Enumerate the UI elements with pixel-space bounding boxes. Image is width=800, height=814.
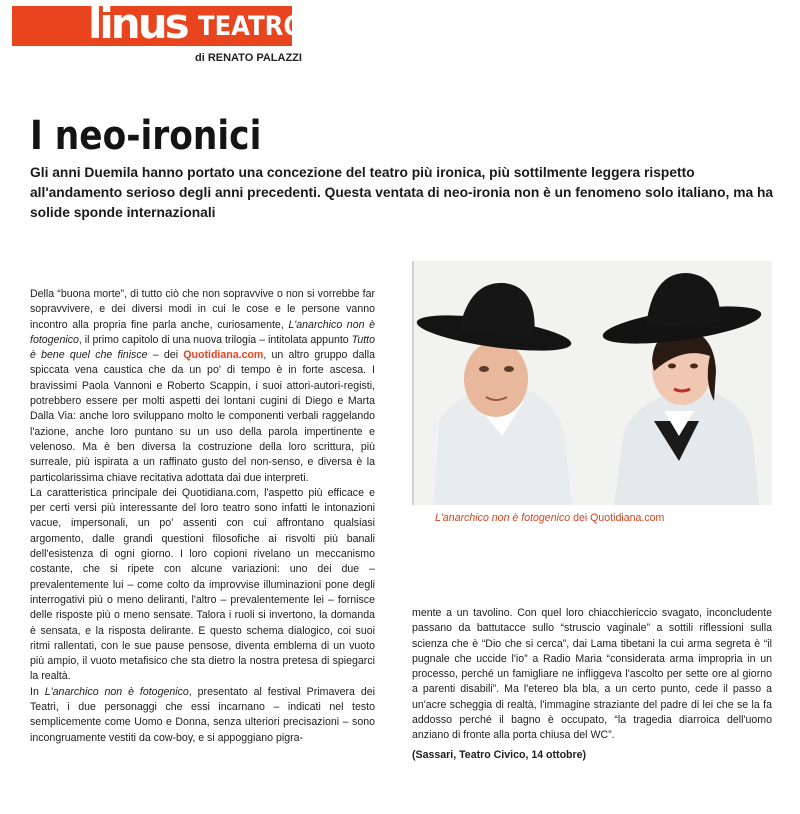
byline: di RENATO PALAZZI <box>195 52 302 64</box>
masthead-section: TEATRO <box>198 11 305 42</box>
article-body-right <box>412 606 772 763</box>
article-subtitle: Gli anni Duemila hanno portato una concezione del teatro più ironica, più sottilmente leggera rispetto all'andamento serioso degli anni precedenti. Questa ventata di neo-ironia non è un fenomeno solo italiano, ma ha solide sponde internazionali <box>30 165 774 220</box>
show-title: L'anarchico non è fotogenico <box>44 685 189 698</box>
show-title: L'anarchico non è fotogenico <box>30 318 375 346</box>
body-paragraph: mente a un tavolino. Con quel loro chiacchiericcio svagato, inconcludente passano da battutacce sullo “struscio vaginale” a sottili riflessioni sulla scienza che è “Dio che si cerca”, dai Lama tibetani la cui arma segreta è “il pugnale che uccide l'io” a Radio Maria “considerata arma impropria in un processo, perché un famigliare ne infliggeva l'ascolto per sette ore al giorno a parenti disabili”. Ma l'etereo bla bla, a un certo punto, cede il passo a un'acre scheggia di realtà, l'immagine straziante del padre di lei che se la fa addosso perché il bagno è occupato, “la tragedia diarroica dell'uomo anziano di fronte alla porta chiusa del WC”. <box>412 607 772 742</box>
masthead <box>12 0 305 48</box>
article-title: I neo-ironici <box>30 113 262 159</box>
review-signoff: (Sassari, Teatro Civico, 14 ottobre) <box>412 748 587 761</box>
article-body-left <box>30 287 375 746</box>
body-paragraph: Della “buona morte”, di tutto ciò che non sopravvive o non si vorrebbe far sopravvivere, e dei diversi modi in cui le cose e le persone vanno incontro alla propria fine parla anche, curiosamente, L'anarchico non è fotogenico, il primo capitolo di una nuova trilogia – intitolata appunto Tutto è bene quel che finisce – dei Quotidiana.com, un altro gruppo dalla spiccata vena caustica che da un po' di tempo è in forte ascesa. I bravissimi Paola Vannoni e Roberto Scappin, i suoi attori-autori-registi, potrebbero essere per molti aspetti dei lontani cugini di Diego e Marta Dalla Via: anche loro sviluppano molto le componenti verbali raggelando l'azione, anche loro puntano su un uso della parola impertinente e velenoso. Ma è ben diversa la costruzione della loro scrittura, più surreale, più ispirata a un raffinato gusto del non-senso, e diversa è la particolarissima chiave recitativa adottata dai due interpreti. <box>30 288 376 484</box>
company-name: Quotidiana.com <box>183 349 264 362</box>
trilogy-title: Tutto è bene quel che finisce <box>30 333 375 362</box>
performers-photo <box>412 261 772 505</box>
masthead-brand: linus <box>88 0 187 48</box>
body-paragraph: La caratteristica principale dei Quotidiana.com, l'aspetto più efficace e per certi versi più interessante del loro teatro sono infatti le intonazioni vacue, impersonali, un po' assenti con cui affrontano qualsiasi argomento, dalle grandi questioni filosofiche ai risvolti più banali dell'esistenza di ogni giorno. I loro copioni rivelano un meccanismo costante, che si ripete con alcune variazioni: uno dei due – prevalentemente lui – come colto da improvvise illuminazioni pone degli interrogativi più o meno deliranti, l'altro – prevalentemente lei – fornisce delle risposte più o meno sensate. Talora i ruoli si invertono, la domanda è sensata, e la risposta delirante. E questo schema dialogico, coi suoi ritmi rallentati, con le sue pause pensose, diventa emblema di un vuoto più ampio, il vuoto metafisico che sta dietro la nostra pretesa di spiegarci la realtà. <box>30 486 375 683</box>
body-paragraph: In L'anarchico non è fotogenico, presentato al festival Primavera dei Teatri, i due personaggi che essi incarnano – indicati nel testo semplicemente come Uomo e Donna, senza ulteriori precisazioni – sono incongruamente vestiti da cow-boy, e si appoggiano pigra- <box>30 685 375 744</box>
photo-caption: L'anarchico non è fotogenico dei Quotidiana.com <box>435 512 665 524</box>
